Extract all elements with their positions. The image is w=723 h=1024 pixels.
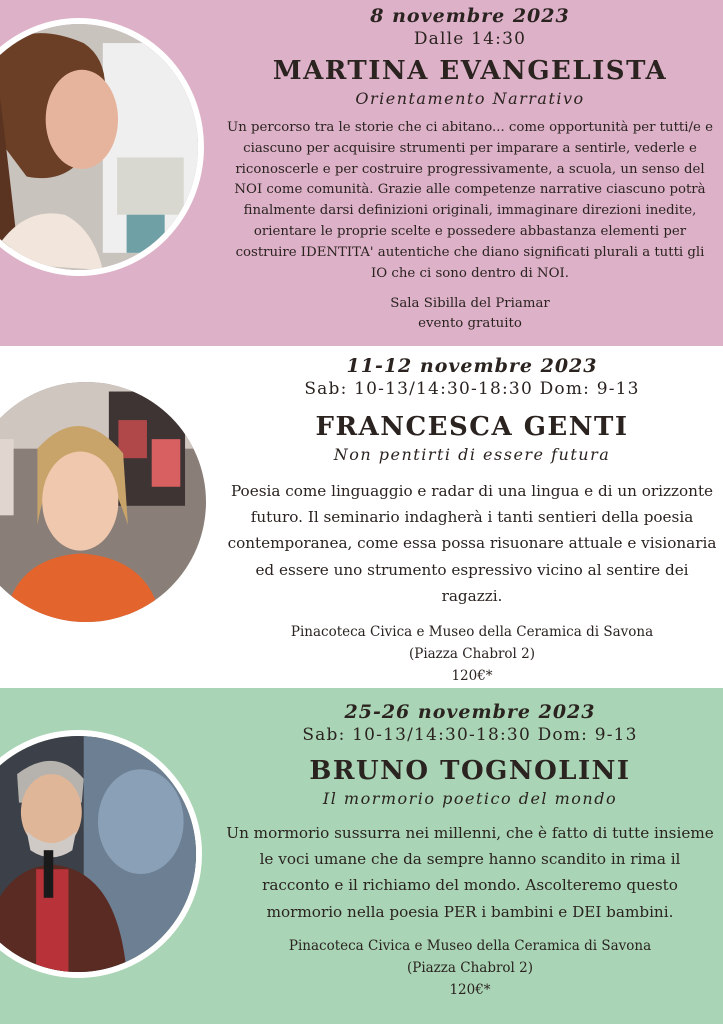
event-content-genti (222, 354, 722, 687)
event-time: Sab: 10-13/14:30-18:30 Dom: 9-13 (304, 379, 640, 399)
event-description: Un percorso tra le storie che ci abitano... come opportunità per tutti/e e ciascuno per acquisire strumenti per imparare a sentirle, vederle e riconoscerle e per costruire progressivamente, a scuola, un senso del NOI come comunità. Grazie alle competenze narrative ciascuno potrà finalmente darsi definizioni originali, immaginare direzioni inedite, orientare le proprie scelte e possedere abbastanza elementi per costruire IDENTITA' autentiche che diano significati plurali a tutti gli IO che ci sono dentro di NOI. (227, 120, 713, 281)
event-time: Sab: 10-13/14:30-18:30 Dom: 9-13 (302, 725, 638, 745)
event-section-genti (0, 346, 723, 688)
event-price: 120€* (449, 981, 491, 998)
event-date: 25-26 novembre 2023 (344, 701, 596, 723)
event-time: Dalle 14:30 (413, 29, 527, 49)
event-date: 8 novembre 2023 (370, 5, 570, 27)
event-location: Pinacoteca Civica e Museo della Ceramica di Savona (288, 937, 652, 954)
event-content-tognolini (220, 700, 720, 1001)
speaker-name: MARTINA EVANGELISTA (272, 56, 668, 86)
event-address: (Piazza Chabrol 2) (408, 646, 536, 663)
event-date: 11-12 novembre 2023 (346, 355, 598, 377)
event-subtitle: Non pentirti di essere futura (333, 445, 611, 464)
event-description: Un mormorio sussurra nei millenni, che è fatto di tutte insieme le voci umane che da sempre hanno scandito in rima il racconto e il richiamo del mondo. Ascolteremo questo mormorio nella poesia PER i bambini e DEI bambini. (226, 824, 714, 921)
event-price: 120€* (451, 668, 493, 685)
event-price: evento gratuito (418, 316, 522, 332)
event-section-tognolini (0, 688, 723, 1024)
event-subtitle: Orientamento Narrativo (355, 89, 585, 108)
event-address: (Piazza Chabrol 2) (406, 959, 534, 976)
event-description: Poesia come linguaggio e radar di una lingua e di un orizzonte futuro. Il seminario indagherà i tanti sentieri della poesia contemporanea, come essa possa risuonare attuale e visionaria ed essere uno strumento espressivo vicino al sentire dei ragazzi. (227, 482, 717, 605)
speaker-name: BRUNO TOGNOLINI (309, 756, 631, 786)
speaker-photo-genti (0, 376, 212, 628)
speaker-name: FRANCESCA GENTI (315, 412, 629, 442)
event-content-evangelista (220, 4, 720, 334)
event-section-evangelista (0, 0, 723, 346)
event-subtitle: Il mormorio poetico del mondo (322, 789, 618, 808)
speaker-photo-evangelista (0, 18, 204, 276)
speaker-photo-tognolini (0, 730, 202, 978)
event-location: Sala Sibilla del Priamar (390, 296, 550, 312)
event-location: Pinacoteca Civica e Museo della Ceramica di Savona (290, 624, 654, 641)
